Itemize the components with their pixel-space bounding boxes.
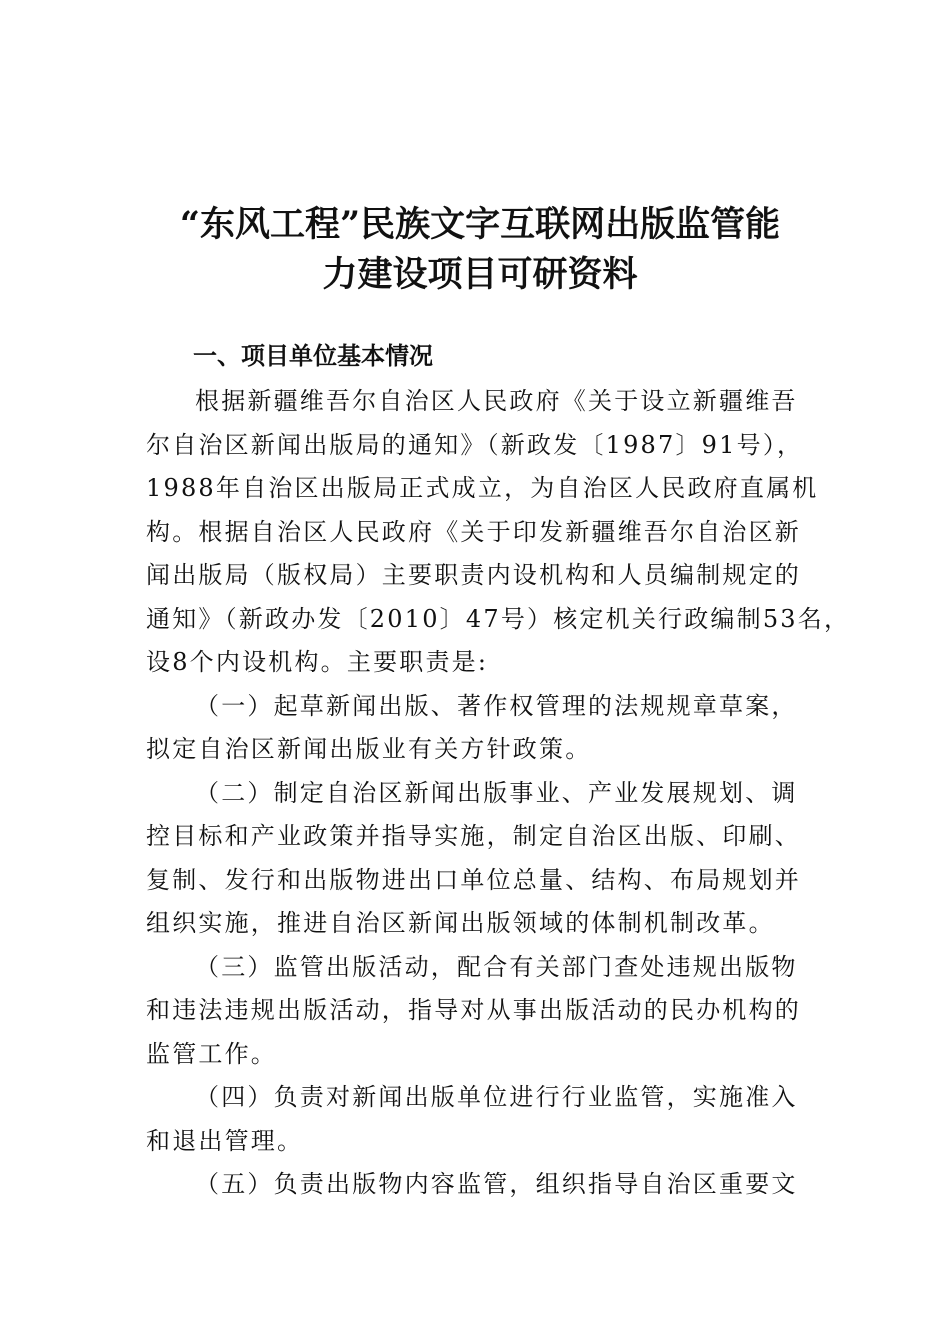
paragraph-line: 组织实施，推进自治区新闻出版领域的体制机制改革。 <box>146 909 775 937</box>
paragraph-line: 监管工作。 <box>146 1039 277 1068</box>
paragraph-4 <box>146 946 826 1077</box>
paragraph-line: 拟定自治区新闻出版业有关方针政策。 <box>146 735 592 763</box>
paragraph-line: 1988年自治区出版局正式成立，为自治区人民政府直属机 <box>146 474 819 502</box>
paragraph-line: 和退出管理。 <box>146 1126 304 1155</box>
paragraph-line: （二）制定自治区新闻出版事业、产业发展规划、调 <box>195 778 798 807</box>
paragraph-3 <box>146 772 826 946</box>
paragraph-line: （五）负责出版物内容监管，组织指导自治区重要文 <box>195 1170 798 1198</box>
title-line-1: “东风工程”民族文字互联网出版监管能 <box>179 204 781 245</box>
section-heading: 一、项目单位基本情况 <box>193 342 433 370</box>
paragraph-line: 设8个内设机构。主要职责是: <box>146 648 489 676</box>
paragraph-2 <box>146 685 826 772</box>
paragraph-line: （四）负责对新闻出版单位进行行业监管，实施准入 <box>195 1083 798 1111</box>
paragraph-line: 和违法违规出版活动，指导对从事出版活动的民办机构的 <box>146 996 801 1024</box>
paragraph-5 <box>146 1076 826 1163</box>
paragraph-line: 闻出版局（版权局）主要职责内设机构和人员编制规定的 <box>146 561 801 589</box>
paragraph-line: 通知》（新政办发〔2010〕47号）核定机关行政编制53名， <box>146 604 851 633</box>
paragraph-line: （三）监管出版活动，配合有关部门查处违规出版物 <box>195 952 798 981</box>
paragraph-line: （一）起草新闻出版、著作权管理的法规规章草案， <box>195 691 798 720</box>
paragraph-line: 根据新疆维吾尔自治区人民政府《关于设立新疆维吾 <box>195 387 798 415</box>
document-title <box>140 200 820 300</box>
document-body <box>146 380 851 1207</box>
paragraph-line: 尔自治区新闻出版局的通知》（新政发〔1987〕91号）， <box>146 430 804 459</box>
paragraph-line: 构。根据自治区人民政府《关于印发新疆维吾尔自治区新 <box>146 517 801 546</box>
paragraph-line: 复制、发行和出版物进出口单位总量、结构、布局规划并 <box>146 865 801 894</box>
paragraph-line: 控目标和产业政策并指导实施，制定自治区出版、印刷、 <box>146 822 801 850</box>
title-line-2: 力建设项目可研资料 <box>322 254 638 295</box>
paragraph-1 <box>146 380 851 685</box>
paragraph-6 <box>146 1163 826 1207</box>
